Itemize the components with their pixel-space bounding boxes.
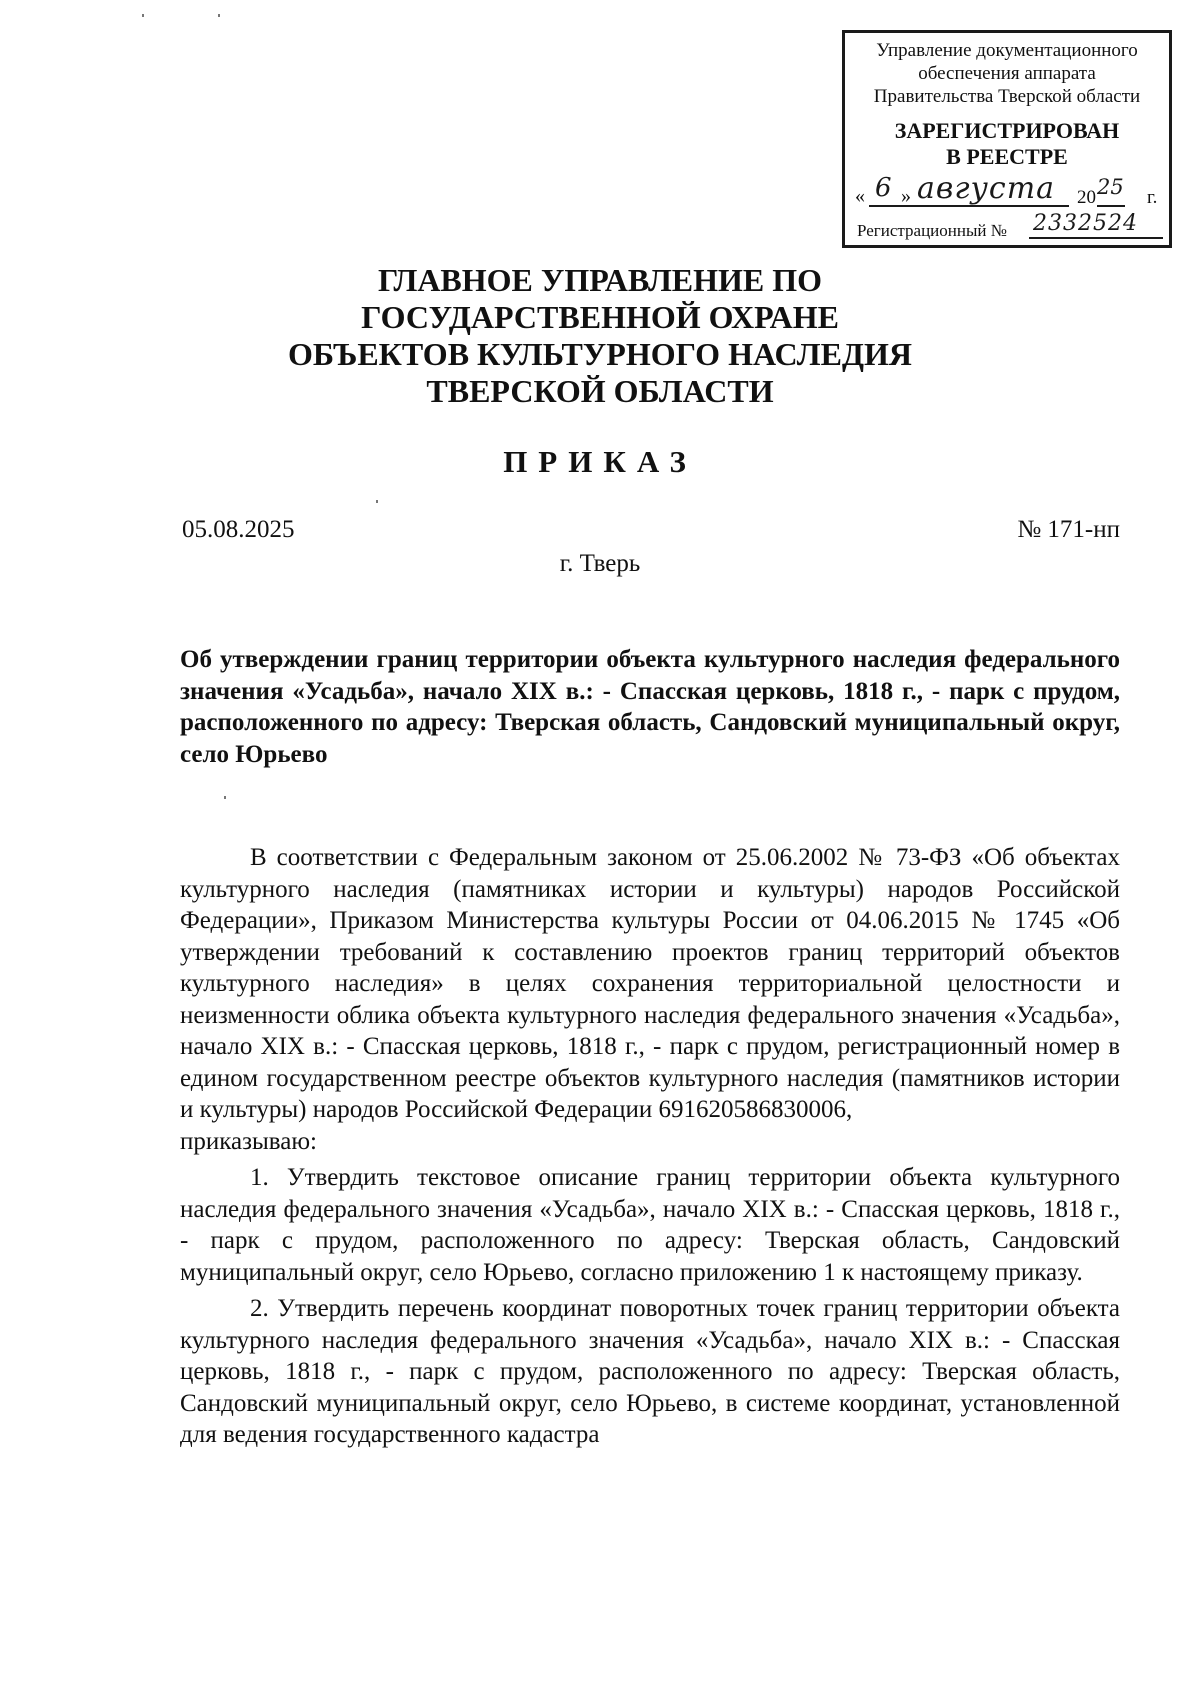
stamp-date-close-quote: » bbox=[901, 185, 911, 207]
scan-speck bbox=[224, 796, 226, 799]
stamp-date-month: августа bbox=[917, 171, 1056, 206]
body-item: 2. Утвердить перечень координат поворотных точек границ территории объекта культурного наследия федерального значения «Усадьба», начало XIX в.: - Спасская церковь, 1818 г., - парк с прудом, расположенного по адресу: Тверская область, Сандовский муниципальный округ, село Юрьево, в системе координат, установленной для ведения государственного кадастра bbox=[180, 1295, 1120, 1448]
stamp-registered-line: ЗАРЕГИСТРИРОВАН bbox=[894, 118, 1120, 143]
organization-name-line: ГЛАВНОЕ УПРАВЛЕНИЕ ПО bbox=[377, 262, 823, 298]
stamp-year-underline bbox=[1097, 205, 1125, 207]
stamp-department-line: Управление документационного bbox=[876, 40, 1138, 61]
stamp-regno-line bbox=[853, 211, 1163, 243]
organization-name-line: ГОСУДАРСТВЕННОЙ ОХРАНЕ bbox=[361, 299, 839, 335]
body-item: 1. Утвердить текстовое описание границ территории объекта культурного наследия федерального значения «Усадьба», начало XIX в.: - Спасская церковь, 1818 г., - парк с прудом, расположенного по адресу: Тверская область, Сандовский муниципальный округ, село Юрьево, согласно приложению 1 к настоящему приказу. bbox=[180, 1164, 1120, 1286]
stamp-date-year-mark: г. bbox=[1147, 187, 1158, 208]
scan-speck bbox=[218, 14, 220, 17]
stamp-date-day: 6 bbox=[875, 173, 892, 203]
body-preamble: В соответствии с Федеральным законом от 25.06.2002 № 73-ФЗ «Об объектах культурного наследия (памятниках истории и культуры) народов Российской Федерации», Приказом Министерства культуры России от 04.06.2015 № 1745 «Об утверждении требований к составлению проектов границ территорий объектов культурного наследия» в целях сохранения территориальной целостности и неизменности облика объекта культурного наследия федерального значения «Усадьба», начало XIX в.: - Спасская церковь, 1818 г., - парк с прудом, регистрационный номер в едином государственном реестре объектов культурного наследия (памятников истории и культуры) народов Российской Федерации 691620586830006, bbox=[180, 844, 1120, 1123]
stamp-regno-label: Регистрационный № bbox=[857, 221, 1007, 240]
stamp-department-line: обеспечения аппарата bbox=[918, 63, 1096, 84]
organization-name-line: ОБЪЕКТОВ КУЛЬТУРНОГО НАСЛЕДИЯ bbox=[288, 336, 912, 372]
stamp-regno-underline bbox=[1029, 237, 1163, 239]
stamp-regno-value: 2332524 bbox=[1033, 211, 1138, 236]
scan-speck bbox=[142, 14, 144, 17]
stamp-department-line: Правительства Тверской области bbox=[873, 86, 1141, 107]
stamp-date-line bbox=[853, 171, 1163, 209]
registration-stamp bbox=[842, 30, 1172, 248]
document-subject: Об утверждении границ территории объекта культурного наследия федерального значения «Усадьба», начало XIX в.: - Спасская церковь, 1818 г., - парк с прудом, расположенного по адресу: Тверская область, Сандовский муниципальный округ, село Юрьево bbox=[180, 646, 1120, 768]
organization-name bbox=[0, 262, 1200, 410]
stamp-date-year-prefix: 20 bbox=[1077, 187, 1096, 208]
document-type: ПРИКАЗ bbox=[503, 444, 697, 479]
body-order-word: приказываю: bbox=[180, 1127, 317, 1155]
document-city: г. Тверь bbox=[559, 550, 641, 577]
stamp-date-underline bbox=[869, 205, 1069, 207]
stamp-date-year-suffix: 25 bbox=[1097, 175, 1124, 199]
organization-name-line: ТВЕРСКОЙ ОБЛАСТИ bbox=[426, 373, 774, 409]
document-body bbox=[180, 842, 1120, 1451]
stamp-date-open-quote: « bbox=[855, 185, 865, 207]
stamp-registered-line: В РЕЕСТРЕ bbox=[946, 144, 1068, 169]
document-number: № 171-нп bbox=[1017, 516, 1120, 543]
document-date: 05.08.2025 bbox=[182, 516, 295, 543]
stamp-department bbox=[845, 39, 1169, 108]
stamp-registered-title bbox=[845, 118, 1169, 170]
scan-speck bbox=[376, 500, 378, 503]
